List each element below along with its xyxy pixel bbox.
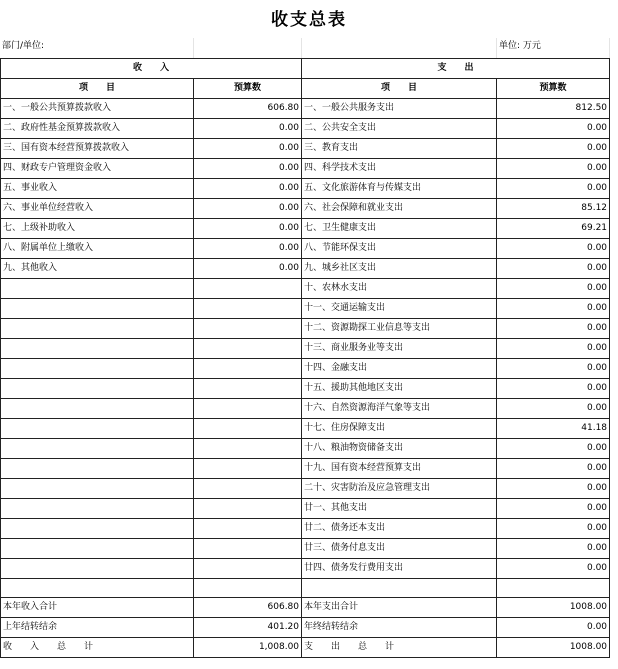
expense-item-cell[interactable]: 二、公共安全支出 [302, 119, 497, 139]
section-header-row [1, 59, 610, 79]
income-amount-cell[interactable] [194, 339, 302, 359]
income-item-cell[interactable]: 八、附属单位上缴收入 [1, 239, 194, 259]
income-amount-cell[interactable] [194, 439, 302, 459]
table-row [1, 479, 610, 499]
table-row [1, 379, 610, 399]
income-item-cell[interactable] [1, 399, 194, 419]
expense-section-header[interactable]: 支 出 [302, 59, 610, 79]
table-row [1, 99, 610, 119]
income-amount-cell[interactable] [194, 399, 302, 419]
column-header-row [1, 79, 610, 99]
income-item-cell[interactable]: 一、一般公共预算拨款收入 [1, 99, 194, 119]
expense-amount-cell[interactable]: 0.00 [497, 259, 610, 279]
expense-amount-cell[interactable]: 1008.00 [497, 598, 610, 618]
expense-item-cell[interactable]: 廿三、债务付息支出 [302, 539, 497, 559]
expense-item-cell[interactable]: 十九、国有资本经营预算支出 [302, 459, 497, 479]
income-amount-cell[interactable] [194, 479, 302, 499]
table-row [1, 439, 610, 459]
income-budget-header[interactable]: 预算数 [194, 79, 302, 99]
income-item-cell[interactable] [1, 459, 194, 479]
income-amount-cell[interactable]: 606.80 [194, 99, 302, 119]
expense-item-cell[interactable]: 十三、商业服务业等支出 [302, 339, 497, 359]
expense-amount-cell[interactable]: 1008.00 [497, 638, 610, 658]
income-amount-cell[interactable]: 0.00 [194, 259, 302, 279]
expense-amount-cell[interactable]: 0.00 [497, 379, 610, 399]
expense-item-cell[interactable]: 年终结转结余 [302, 618, 497, 638]
expense-item-cell[interactable]: 十七、住房保障支出 [302, 419, 497, 439]
expense-amount-cell[interactable]: 41.18 [497, 419, 610, 439]
total-row [1, 618, 610, 638]
table-row [1, 539, 610, 559]
table-row [1, 319, 610, 339]
income-section-header[interactable]: 收 入 [1, 59, 302, 79]
income-item-cell[interactable] [1, 499, 194, 519]
table-row [1, 259, 610, 279]
expense-item-cell[interactable]: 廿一、其他支出 [302, 499, 497, 519]
department-label: 部门/单位: [2, 41, 45, 51]
income-item-header[interactable]: 项 目 [1, 79, 194, 99]
expense-item-cell[interactable]: 支 出 总 计 [302, 638, 497, 658]
table-row [1, 199, 610, 219]
income-amount-cell[interactable]: 1,008.00 [194, 638, 302, 658]
income-amount-cell[interactable]: 0.00 [194, 199, 302, 219]
income-amount-cell[interactable]: 0.00 [194, 179, 302, 199]
table-row [1, 139, 610, 159]
expense-amount-cell[interactable]: 0.00 [497, 139, 610, 159]
income-item-cell[interactable] [1, 419, 194, 439]
table-row [1, 339, 610, 359]
table-row [1, 359, 610, 379]
expense-item-cell[interactable]: 二十、灾害防治及应急管理支出 [302, 479, 497, 499]
expense-item-cell[interactable]: 十二、资源勘探工业信息等支出 [302, 319, 497, 339]
income-item-cell[interactable] [1, 319, 194, 339]
expense-item-cell[interactable]: 九、城乡社区支出 [302, 259, 497, 279]
expense-amount-cell[interactable]: 0.00 [497, 319, 610, 339]
income-item-cell[interactable]: 四、财政专户管理资金收入 [1, 159, 194, 179]
table-row [1, 519, 610, 539]
expense-item-header[interactable]: 项 目 [302, 79, 497, 99]
income-amount-cell[interactable]: 401.20 [194, 618, 302, 638]
income-item-cell[interactable] [1, 559, 194, 579]
expense-item-cell[interactable] [302, 579, 497, 598]
income-amount-cell[interactable] [194, 299, 302, 319]
expense-item-cell[interactable]: 本年支出合计 [302, 598, 497, 618]
income-item-cell[interactable] [1, 279, 194, 299]
total-row [1, 638, 610, 658]
total-row [1, 598, 610, 618]
income-item-cell[interactable] [1, 519, 194, 539]
expense-amount-cell[interactable]: 0.00 [497, 119, 610, 139]
expense-amount-cell[interactable]: 0.00 [497, 239, 610, 259]
income-amount-cell[interactable] [194, 559, 302, 579]
income-amount-cell[interactable] [194, 539, 302, 559]
expense-item-cell[interactable]: 八、节能环保支出 [302, 239, 497, 259]
expense-amount-cell[interactable]: 0.00 [497, 618, 610, 638]
table-row [1, 239, 610, 259]
income-amount-cell[interactable]: 0.00 [194, 139, 302, 159]
income-item-cell[interactable] [1, 579, 194, 598]
expense-item-cell[interactable]: 十五、援助其他地区支出 [302, 379, 497, 399]
expense-item-cell[interactable]: 廿二、债务还本支出 [302, 519, 497, 539]
income-amount-cell[interactable] [194, 499, 302, 519]
expense-amount-cell[interactable]: 0.00 [497, 479, 610, 499]
expense-item-cell[interactable]: 一、一般公共服务支出 [302, 99, 497, 119]
expense-amount-cell[interactable]: 0.00 [497, 539, 610, 559]
income-item-cell[interactable] [1, 539, 194, 559]
table-row [1, 399, 610, 419]
table-row [1, 419, 610, 439]
income-item-cell[interactable] [1, 339, 194, 359]
table-row [1, 559, 610, 579]
income-item-cell[interactable]: 二、政府性基金预算拨款收入 [1, 119, 194, 139]
expense-item-cell[interactable]: 七、卫生健康支出 [302, 219, 497, 239]
table-row [1, 219, 610, 239]
expense-item-cell[interactable]: 十四、金融支出 [302, 359, 497, 379]
table-row [1, 299, 610, 319]
income-amount-cell[interactable] [194, 279, 302, 299]
expense-amount-cell[interactable]: 0.00 [497, 179, 610, 199]
expense-amount-cell[interactable]: 0.00 [497, 359, 610, 379]
income-item-cell[interactable]: 五、事业收入 [1, 179, 194, 199]
table-row [1, 579, 610, 598]
income-amount-cell[interactable] [194, 459, 302, 479]
income-item-cell[interactable] [1, 479, 194, 499]
income-amount-cell[interactable] [194, 379, 302, 399]
income-item-cell[interactable]: 上年结转结余 [1, 618, 194, 638]
table-row [1, 179, 610, 199]
expense-amount-cell[interactable]: 0.00 [497, 159, 610, 179]
expense-item-cell[interactable]: 五、文化旅游体育与传媒支出 [302, 179, 497, 199]
expense-budget-header[interactable]: 预算数 [497, 79, 610, 99]
expense-amount-cell[interactable]: 0.00 [497, 459, 610, 479]
income-item-cell[interactable]: 三、国有资本经营预算拨款收入 [1, 139, 194, 159]
unit-label: 单位: 万元 [499, 41, 541, 51]
table-row [1, 499, 610, 519]
expense-amount-cell[interactable]: 0.00 [497, 519, 610, 539]
income-amount-cell[interactable] [194, 319, 302, 339]
page-title: 收支总表 [271, 10, 347, 30]
income-amount-cell[interactable]: 0.00 [194, 239, 302, 259]
expense-item-cell[interactable]: 廿四、债务发行费用支出 [302, 559, 497, 579]
income-item-cell[interactable]: 本年收入合计 [1, 598, 194, 618]
expense-item-cell[interactable]: 三、教育支出 [302, 139, 497, 159]
income-amount-cell[interactable] [194, 519, 302, 539]
income-item-cell[interactable]: 六、事业单位经营收入 [1, 199, 194, 219]
income-item-cell[interactable] [1, 379, 194, 399]
income-item-cell[interactable]: 七、上级补助收入 [1, 219, 194, 239]
income-amount-cell[interactable]: 0.00 [194, 159, 302, 179]
table-row [1, 459, 610, 479]
table-row [1, 279, 610, 299]
table-row [1, 159, 610, 179]
expense-item-cell[interactable]: 十八、粮油物资储备支出 [302, 439, 497, 459]
expense-item-cell[interactable]: 六、社会保障和就业支出 [302, 199, 497, 219]
expense-item-cell[interactable]: 十一、交通运输支出 [302, 299, 497, 319]
expense-amount-cell[interactable]: 812.50 [497, 99, 610, 119]
expense-amount-cell[interactable]: 0.00 [497, 299, 610, 319]
expense-amount-cell[interactable] [497, 579, 610, 598]
expense-amount-cell[interactable]: 0.00 [497, 559, 610, 579]
income-item-cell[interactable]: 收 入 总 计 [1, 638, 194, 658]
income-item-cell[interactable] [1, 359, 194, 379]
income-amount-cell[interactable] [194, 359, 302, 379]
budget-summary-table [0, 58, 610, 658]
expense-amount-cell[interactable]: 85.12 [497, 199, 610, 219]
income-item-cell[interactable] [1, 299, 194, 319]
income-amount-cell[interactable]: 0.00 [194, 219, 302, 239]
expense-amount-cell[interactable]: 0.00 [497, 339, 610, 359]
income-amount-cell[interactable]: 606.80 [194, 598, 302, 618]
expense-item-cell[interactable]: 十六、自然资源海洋气象等支出 [302, 399, 497, 419]
income-item-cell[interactable] [1, 439, 194, 459]
expense-amount-cell[interactable]: 0.00 [497, 499, 610, 519]
income-amount-cell[interactable] [194, 419, 302, 439]
table-row [1, 119, 610, 139]
expense-item-cell[interactable]: 十、农林水支出 [302, 279, 497, 299]
expense-item-cell[interactable]: 四、科学技术支出 [302, 159, 497, 179]
income-amount-cell[interactable] [194, 579, 302, 598]
income-item-cell[interactable]: 九、其他收入 [1, 259, 194, 279]
expense-amount-cell[interactable]: 0.00 [497, 439, 610, 459]
income-amount-cell[interactable]: 0.00 [194, 119, 302, 139]
expense-amount-cell[interactable]: 0.00 [497, 399, 610, 419]
expense-amount-cell[interactable]: 69.21 [497, 219, 610, 239]
expense-amount-cell[interactable]: 0.00 [497, 279, 610, 299]
